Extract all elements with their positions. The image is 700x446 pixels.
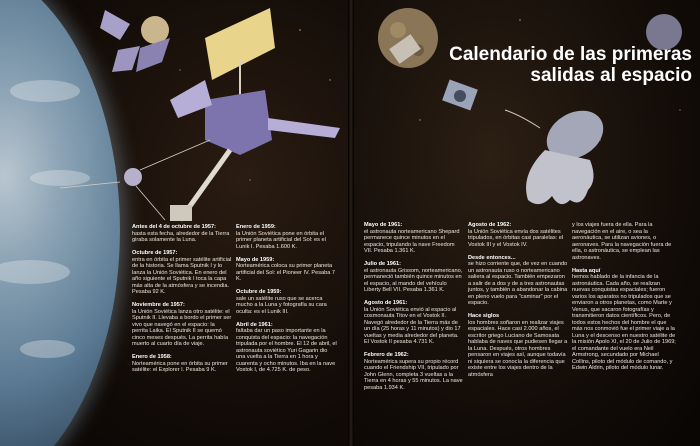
moon-planet (378, 8, 438, 68)
title-line-2: salidas al espacio (530, 65, 692, 86)
text-column-4 (468, 222, 568, 385)
title-line-1: Calendario de las primeras (449, 44, 692, 65)
text-column-1 (132, 224, 232, 380)
text-column-2 (236, 224, 338, 380)
entry: Enero de 1959: la Unión Soviética pone en órbita el primer planeta artificial del Sol: es el Lunik I. Pesaba 1.600 K. (236, 224, 326, 250)
large-satellite (170, 8, 340, 221)
entry: y los viajes fuera de ella. Para la navegación en el aire, o sea la aeronáutica, se utilizan aviones, o aeronaves. Para la navegación fuera de ella, o astronáutica, se emplean las astronaves. (572, 222, 672, 261)
entry: Noviembre de 1957: la Unión Soviética lanza otro satélite: el Sputnik II. Llevaba a bordo el primer ser vivo que navegó en el espacio: la perrita Laika. El Sputnik II se quemó cinco meses después. La perrita había muerto al cuarto día de viaje. (132, 302, 232, 347)
entry: Agosto de 1961: la Unión Soviética envió al espacio al cosmonauta Titov en el Vostok II. Navegó alrededor de la Tierra más de un día (25 horas y 11 minutos) y dio 17 vueltas y media alrededor del planeta. El Vostok II pesaba 4.731 K. (364, 300, 461, 345)
entry: Enero de 1958: Norteamérica pone en órbita su primer satélite: el Explorer I. Pesaba 9 K. (132, 354, 228, 373)
entry: Hasta aquí hemos hablado de la infancia de la astronáutica. Cada año, se realizan nuevas conquistas espaciales; fueron varios los aparatos no tripulados que se enviaron a otros planetas, como Marte y Venus, que sacaron fotografías y transmitieron datos científicos. Pero, de todos estos hechos del hombre el que más nos conmovió fue el primer viaje a la Luna y el descenso en nuestro satélite de la misión Apolo XI, el 20 de Julio de 1969; el comandante del vuelo era Neil Armstrong, secundado por Michael Collins, piloto del módulo de comando, y Edwin Aldrin, piloto del módulo lunar. (572, 267, 676, 371)
page-title (442, 44, 692, 86)
entry: Febrero de 1962: Norteamérica supera su propio récord cuando el Friendship VII, tripulado por John Glenn, completa 3 vueltas a la Tierra en 4 horas y 55 minutos. La nave pesaba 1.934 K. (364, 352, 463, 391)
entry: Antes del 4 de octubre de 1957: hasta esta fecha, alrededor de la Tierra giraba solamente la Luna. (132, 224, 230, 243)
entry: Desde entonces... se hizo corriente que, de vez en cuando un astronauta ruso o norteamericano saliera al espacio. También empezaron a salir de a dos y de a tres astronautas juntos, y también a abandonar la cabina en pleno vuelo para "caminar" por el espacio. (468, 254, 568, 306)
entry: Abril de 1961: faltaba dar un paso importante en la conquista del espacio: la navegación tripulada por el hombre. El 12 de abril, el astronauta soviético Yuri Gagarin dio una vuelta a la Tierra en 1 hora y cuarenta y ocho minutos. Iba en la nave Vostok I, de 4.725 K. de peso. (236, 321, 337, 373)
satellite-top-left (100, 10, 170, 72)
text-column-5 (572, 222, 676, 378)
text-column-3 (364, 222, 464, 398)
entry: Octubre de 1959: sale un satélite ruso que se acerca mucho a la Luna y fotografía su cara oculta: es el Lunik III. (236, 289, 327, 315)
entry: Julio de 1961: el astronauta Grissom, norteamericano, permaneció también quince minutos en el espacio, al mando del vehículo Liberty Bell VII. Pesaba 1.361 K. (364, 261, 463, 293)
entry: Hace siglos los hombres soñaron en realizar viajes espaciales. Hace casi 2.000 años, el escritor griego Luciano de Samosata hablaba de naves que pudiesen llegar a la Luna. Después, otros hombres pensaron en viajes así, aunque todavía ni siquiera se conocía la diferencia que existe entre los viajes dentro de la atmósfera (468, 313, 568, 378)
entry: Octubre de 1957: entra en órbita el primer satélite artificial de la historia. Se llama Sputnik I y lo lanza la Unión Soviética. En enero del año siguiente el Sputnik I toca la capa más alta de la atmósfera y se incendia. Pesaba 92 K. (132, 250, 232, 295)
spacesuit-glove (505, 101, 612, 204)
entry: Agosto de 1962: la Unión Soviética envía dos satélites tripulados, en órbitas casi paralelas: el Vostok III y el Vostok IV. (468, 222, 564, 248)
entry: Mayo de 1961: el astronauta norteamericano Shepard permanece quince minutos en el espacio, tripulando la nave Freedom VII. Pesaba 1.361 K. (364, 222, 460, 254)
entry: Mayo de 1959: Norteamérica coloca su primer planeta artificial del Sol: el Pioneer IV. Pesaba 7 K. (236, 256, 335, 282)
